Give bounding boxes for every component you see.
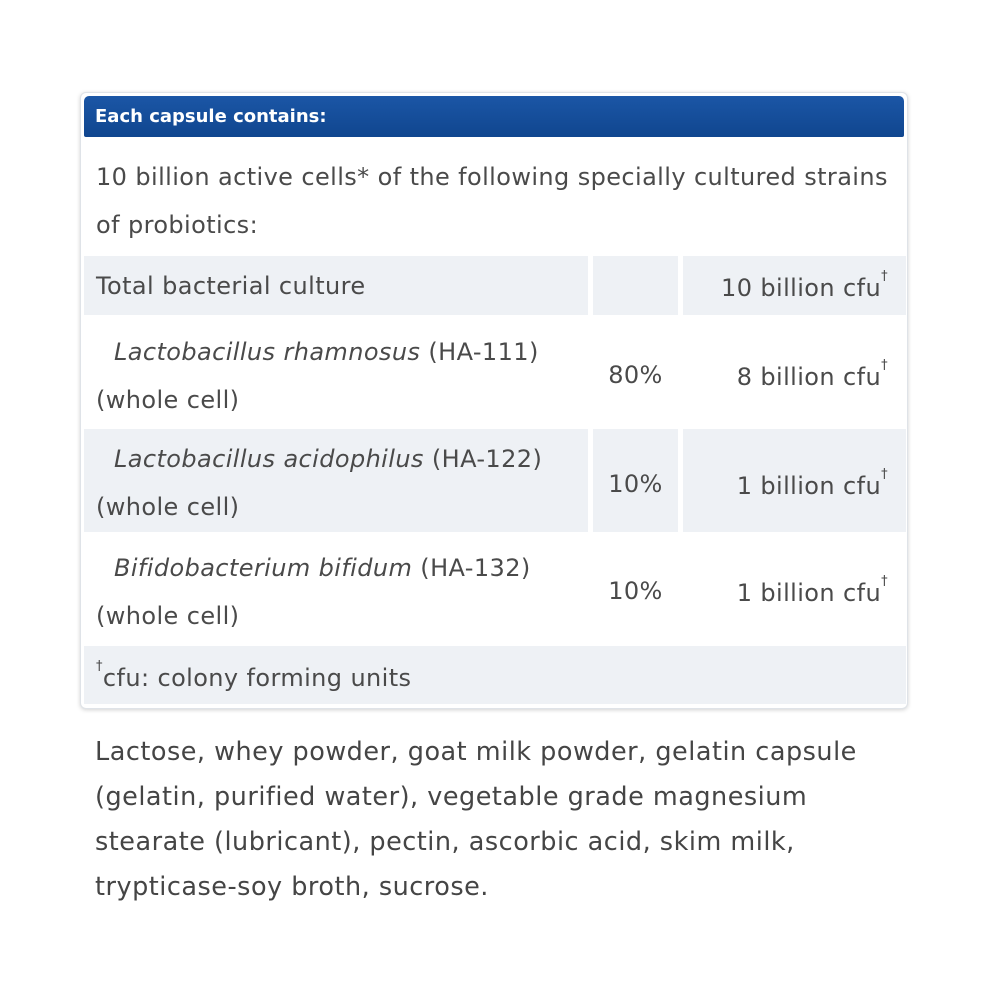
strain-name [96,435,586,531]
strain-amount: 1 billion cfu [736,472,882,500]
footnote-text: cfu: colony forming units [102,664,412,692]
strain-percent: 10% [608,577,663,605]
strain-detail: (HA-132) (whole cell) [96,554,531,630]
card-header: Each capsule contains: [84,96,904,137]
strain-amount-cell [683,429,906,532]
total-label-cell [84,256,588,315]
intro-text: 10 billion active cells* of the following specially cultured strains of probiotics: [96,163,888,239]
strain-percent-cell [593,538,678,641]
strain-row [84,429,906,532]
ingredients-text: Lactose, whey powder, goat milk powder, gelatin capsule (gelatin, purified water), vegetable grade magnesium stearate (lubricant), pectin, ascorbic acid, skim milk, trypticase-soy broth, sucrose. [95,737,857,902]
strain-amount-wrap [736,574,888,607]
total-row [84,256,906,315]
strain-amount-cell [683,538,906,641]
strain-name [96,328,586,424]
strain-row [84,320,906,423]
footnote-row [84,646,906,704]
total-amount-cell [683,256,906,315]
supplement-facts-card [80,92,908,709]
footnote-cell [84,646,906,704]
total-dagger: † [881,269,888,284]
strain-row [84,538,906,641]
strain-dagger: † [881,574,888,589]
strain-percent: 10% [608,470,663,498]
strain-species: Lactobacillus rhamnosus [114,338,421,366]
footnote-dagger: † [96,659,103,674]
strain-amount: 8 billion cfu [736,363,882,391]
strain-detail: (HA-111) (whole cell) [96,338,539,414]
strain-percent-cell [593,429,678,532]
total-amount: 10 billion cfu [721,274,882,302]
strain-percent-cell [593,320,678,423]
strain-dagger: † [881,467,888,482]
strain-dagger: † [881,358,888,373]
footnote [96,659,412,692]
strain-amount-cell [683,320,906,423]
strain-species: Lactobacillus acidophilus [114,445,424,473]
strain-detail: (HA-122) (whole cell) [96,445,543,521]
strain-percent: 80% [608,361,663,389]
strain-name [96,544,586,640]
strain-species: Bifidobacterium bifidum [114,554,413,582]
strain-amount: 1 billion cfu [736,579,882,607]
strain-name-cell [84,429,588,532]
total-percent-cell [593,256,678,315]
strain-name-cell [84,538,588,641]
strain-amount-wrap [736,358,888,391]
strain-name-cell [84,320,588,423]
strain-amount-wrap [736,467,888,500]
total-label: Total bacterial culture [96,272,366,300]
total-amount-wrap [721,269,888,302]
